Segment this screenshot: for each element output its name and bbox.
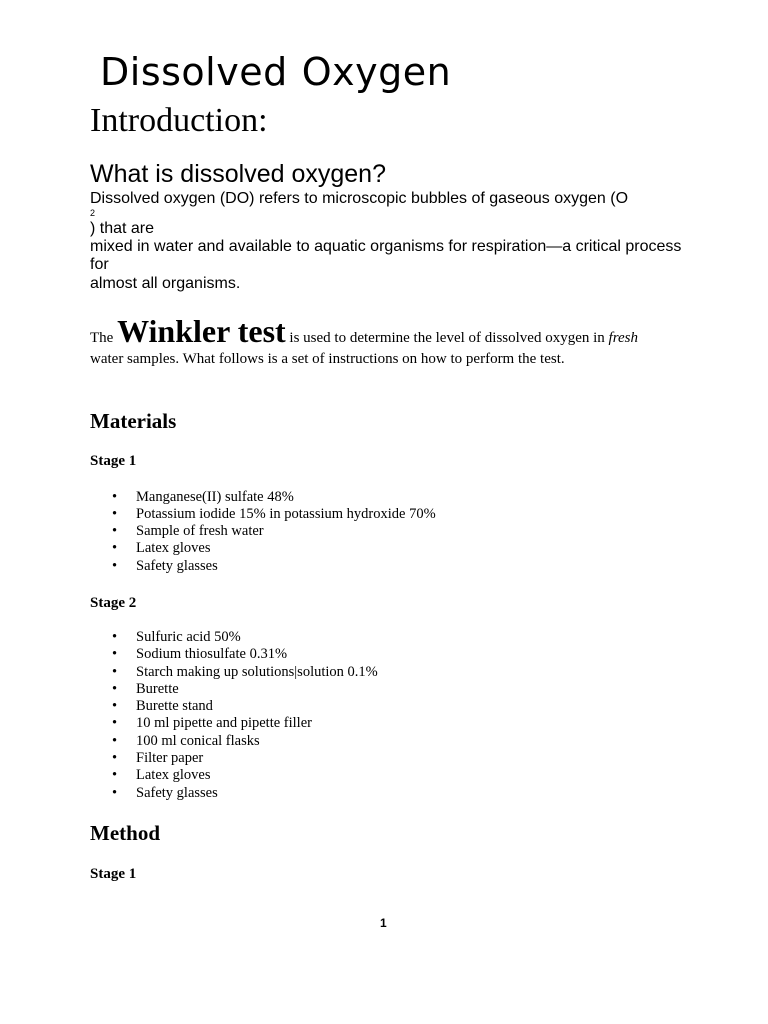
list-item: • Burette <box>112 681 179 697</box>
winkler-paragraph-line-1 <box>90 313 638 350</box>
document-title <box>100 50 451 94</box>
method-heading: Method <box>90 821 160 845</box>
list-item: • Safety glasses <box>112 558 218 574</box>
list-item: • Potassium iodide 15% in potassium hydroxide 70% <box>112 506 436 522</box>
list-item: • Sulfuric acid 50% <box>112 629 241 645</box>
definition-line-3: mixed in water and available to aquatic organisms for respiration—a critical process <box>90 238 682 255</box>
list-item: • Sodium thiosulfate 0.31% <box>112 646 288 662</box>
title-word-1: Dissolved <box>100 50 288 94</box>
winkler-paragraph-line-2: water samples. What follows is a set of instructions on how to perform the test. <box>90 351 565 367</box>
definition-line-5: almost all organisms. <box>90 275 241 292</box>
title-word-2: Oxygen <box>301 50 452 94</box>
list-item: • Filter paper <box>112 750 204 766</box>
list-item: • Burette stand <box>112 698 213 714</box>
page-number: 1 <box>380 916 387 930</box>
list-item: • 10 ml pipette and pipette filler <box>112 715 312 731</box>
winkler-emphasis: fresh <box>608 330 638 346</box>
method-stage-1-heading: Stage 1 <box>90 866 137 882</box>
materials-stage-1-heading: Stage 1 <box>90 453 137 469</box>
materials-stage-2-heading: Stage 2 <box>90 595 137 611</box>
list-item: • Manganese(II) sulfate 48% <box>112 489 294 505</box>
question-heading: What is dissolved oxygen? <box>90 160 386 188</box>
definition-line-4: for <box>90 256 109 273</box>
winkler-post: is used to determine the level of dissolved oxygen in <box>289 330 605 346</box>
definition-subscript: 2 <box>90 208 96 218</box>
definition-line-1: Dissolved oxygen (DO) refers to microscopic bubbles of gaseous oxygen (O <box>90 190 629 207</box>
list-item: • Starch making up solutions|solution 0.1% <box>112 664 378 680</box>
list-item: • Latex gloves <box>112 767 211 783</box>
list-item: • 100 ml conical flasks <box>112 733 260 749</box>
winkler-pre: The <box>90 330 114 346</box>
list-item: • Latex gloves <box>112 540 211 556</box>
materials-heading: Materials <box>90 409 177 433</box>
winkler-test-title: Winkler test <box>117 313 286 349</box>
introduction-heading: Introduction: <box>90 102 268 139</box>
definition-line-2: ) that are <box>90 220 155 237</box>
list-item: • Safety glasses <box>112 785 218 801</box>
list-item: • Sample of fresh water <box>112 523 264 539</box>
